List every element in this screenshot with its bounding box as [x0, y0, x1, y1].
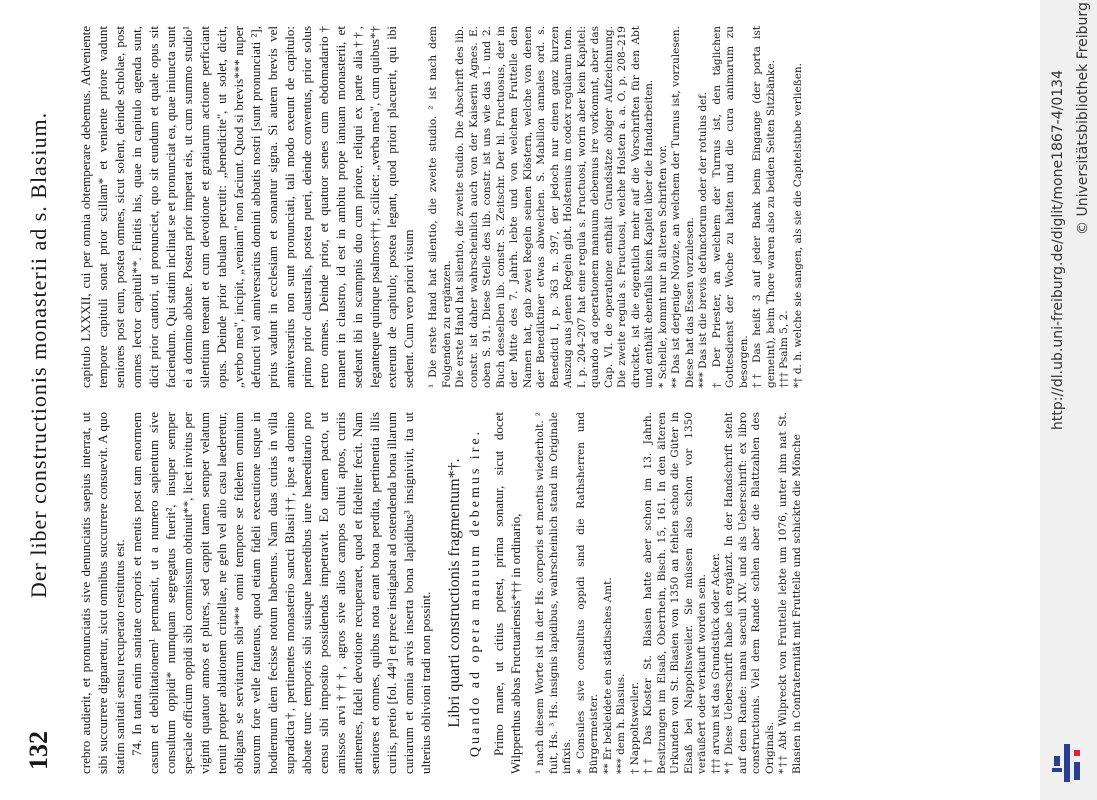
footnote: ¹ nach diesem Worte ist in der Hs. corporis et mentis wiederholt. ² fuit, Hs. ³ Hs. insignis lapidibus, wahrscheinlich stand im Originale infixis. [534, 412, 573, 774]
footnote: ¹ Die erste Hand hat silentio, die zweite studio. ² ist nach dem Folgenden zu ergänzen. [427, 26, 453, 388]
paragraph: capitulo LXXXII, cui per omnia obtemperare debemus. Adveniente tempore capituli sonat prior scillam* et veniente priore vadunt seniores post eum, postea omnes, sicut solent, deinde scholae, post omnes lector capituli**. Finitis his, quae in capitulo agenda sunt, dicit prior cantori, ut pronunciet, quo sit eundum et quale opus sit faciendum. Qui statim inclinat se et pronunciat ea, quae iniuncta sunt ei a domino abbate. Postea prior imperat eis, ut cum summo studio¹ silentium teneant et cum devotione et gratiarum actione perficiant opus. Deinde prior tabulam percutit: „benedicite", ut solet, dicit, „verbo mea", incipit, „veniam" non faciunt. Quod si brevis*** nuper defuncti vel anniversarius domini abbatis nostri [sunt pronunciati ²], prius vadunt in ecclesiam et sonantur signa. Si autem brevis vel anniversarius non sunt pronunciati, tali modo exeunt de capitulo: primo prior claustralis, postea pueri, deinde conventus, prior solus retro omnes. Deinde prior, et quatuor senes cum ebdomadario† manent in claustro, id est in ambitu prope ianuam monasterii, et sedeant ibi in scampnis duo cum priore, reliqui ex parte alia††, leganteque quinque psalmos†††, scilicet: „verba mea", cum quibus*† exterunt de capitulo; postea legant, quod priori placuerit, qui ibi sedent. Cum vero priori visum [78, 26, 416, 388]
rotated-book-page [15, 20, 1025, 780]
footnotes [427, 26, 805, 388]
copyright-notice: © Universitätsbibliothek Freiburg [1075, 2, 1091, 235]
left-column [77, 412, 1007, 774]
footnote: Die erste Hand hat silentio, die zweite studio. Die Abschrift des lib. constr. ist daher wahrscheinlich auch von der Kaiserin Agnes. E. oben S. 91. Diese Stelle des lib. constr. ist uns wie das 1. und 2. Buch desselben lib. constr. S. Zeitschr. Der hl. Fructuosus, der in der Mitte des 7. Jahrh. lebte und von welchem Fruttelle den Namen hat, gab zwei Regeln seinen Klöstern, welche von denen der Benediktiner etwas abweichen. S. Mabillon annales ord. s. Benedicti I, p. 363 n. 397, der jedoch nur einen ganz kurzen Auszug aus jenen Regeln gibt. Holstenius im codex regularum tom. I. p. 204–207 hat eine regula s. Fructuosi, worin aber kein Kapitel: quando ad operationem manuum debemus ire vorkommt, aber das Cap. VI. de operatione enthält Grundsätze obiger Aufzeichnung. Die zweite regula s. Fructuosi, welche Holsten a. a. O. p. 208–219 druckte, ist die eigentlich mehr auf die Vorschriften für den Abt und enthält ebenfalls kein Kapitel über die Handarbeiten. [454, 26, 655, 388]
footnote: † Nappoltsweiler. [628, 681, 641, 774]
footnotes [534, 412, 804, 774]
footnote: † Der Priester, an welchem der Turnus ist, den täglichen Gottesdienst der Woche zu halten und die cura animarum zu besorgen. [710, 26, 750, 388]
footnote: *† Diese Ueberschrift habe ich ergänzt. In der Handschrift steht auf dem Rande: manu saeculi XIV. und als Ueberschrift: ex libro constructionis. Viel dem Rande schlen aber die Blattzahlen des Originals. [723, 412, 776, 774]
running-head [15, 20, 63, 780]
footnote: *†† Abt Wilpreckt von Fruttelle lebte um 1076, unter ihm nat St. Blasien in Confraternität mit Fruttelle und schickte die Mönche [777, 412, 803, 774]
footnote: †† Das heißt 3 auf jeder Bank beim Eingange (der porta ist gemeint), beim Thore waren also zu beiden Seiten Sitzbänke. [751, 26, 777, 388]
footnote: *† d. h. welche sie sangen, als sie die Capitelstube verließen. [791, 62, 804, 388]
footnote: ††† Psalm 5, 2. [778, 310, 790, 388]
footnote: ††† arvum ist das Grundstück oder Acker. [709, 553, 722, 774]
permalink-url[interactable]: http://dl.ub.uni-freiburg.de/diglit/mone1867-4/0134 [1050, 70, 1066, 430]
footnote: †† Das Kloster St. Blasien hatte aber schon im 13. Jahrh. Besitzungen im Elsaß, Oberrhein, Bisch. 15, 161. In den älteren Urkunden von St. Blasien von 1350 an fehlen schon die Güter in Elsaß bei Nappoltsweiler. Sie müssen also schon vor 1350 veräußert oder verkauft worden sein. [642, 412, 708, 774]
section-subheading: Quando ad opera manuum debemus ire. [468, 428, 483, 758]
paragraph: Primo mane, ut citius potest, prima sonatur, sicut docet Wilpperthus abbas Fructuariensis*†† in ordinario, [491, 412, 523, 774]
ub-freiburg-logo-icon [1052, 740, 1086, 784]
section-heading: Libri quarti constructionis fragmentum*†. [446, 458, 463, 728]
paragraph: crebro audierit, et pronunciatis sive denunciatis saepius interrat, ut sibi succurrere dignaretur, sicut omnibus succurrere consuevit. A quo statim sanitati sensu recuperato restitutus est. [78, 412, 127, 774]
footnote: ** Er bekleidete ein städtisches Amt. [601, 577, 614, 774]
page-number: 132 [24, 731, 53, 770]
footnote: *** dem h. Blasius. [615, 673, 627, 774]
footnote: ** Das ist derjenige Novize, an welchem der Turnus ist, vorzulesen. Diese hat das Essen vorzulesen. [670, 26, 696, 388]
right-column [77, 26, 1007, 388]
footnote: * Schelle, kommt nur in älteren Schriften vor. [656, 144, 669, 388]
paragraph: 74. In tanta enim sanitate corporis et mentis post tam enormem casum et debilitationem¹ permansit, ut a numero sapientum sive consultum oppidi* numquam segregatus fuerit², insuper semper speciale officium oppidi sibi commissum obtinuit**, licet invitus per viginti quatuor annos et plures, sed cappit tamen semper velatum tenuit propter ablationem crinellae, ne geln vel alio casu laederetur, obligans se servitarum sibi*** omni tempore se fidelem omnium suorum fore velle fautenus, quod etiam fideli executione usque in hodiernum diem fecisse notum habemus. Nam duas curias in villa supradicta†, pertinentes monasterio sancti Blasii††, ipse a domino abbate tunc temporis sibi suisque haeredibus iure haereditario pro censu sibi imposito possidendas impetravit. Eo tamen pacto, ut amissos arvi†††, agros sive alios campos cultui aptos, curiis attinentes, fideli devotione recuperaret, quod et fideliter fecit. Nam seniores et omnes, quibus nota erant bona perdita, pertinentia illis curiis, pretio [fol. 44ᵃ] et prece instigabat ad ostendenda bona illarum curiarum et omnia arvis inserta bona lapidibus³ insigniviit, ita ut ulterius oblivioni tradi non possint. [129, 412, 433, 774]
footnote: *** Das ist die brevis defunctorum oder der rotulus def. [697, 91, 709, 388]
footnote: * Consules sive consultus oppidi sind die Rathsherren und Bürgermeister. [574, 412, 600, 774]
running-head-title: Der liber constructionis monasterii ad s. Blasium. [26, 111, 51, 599]
